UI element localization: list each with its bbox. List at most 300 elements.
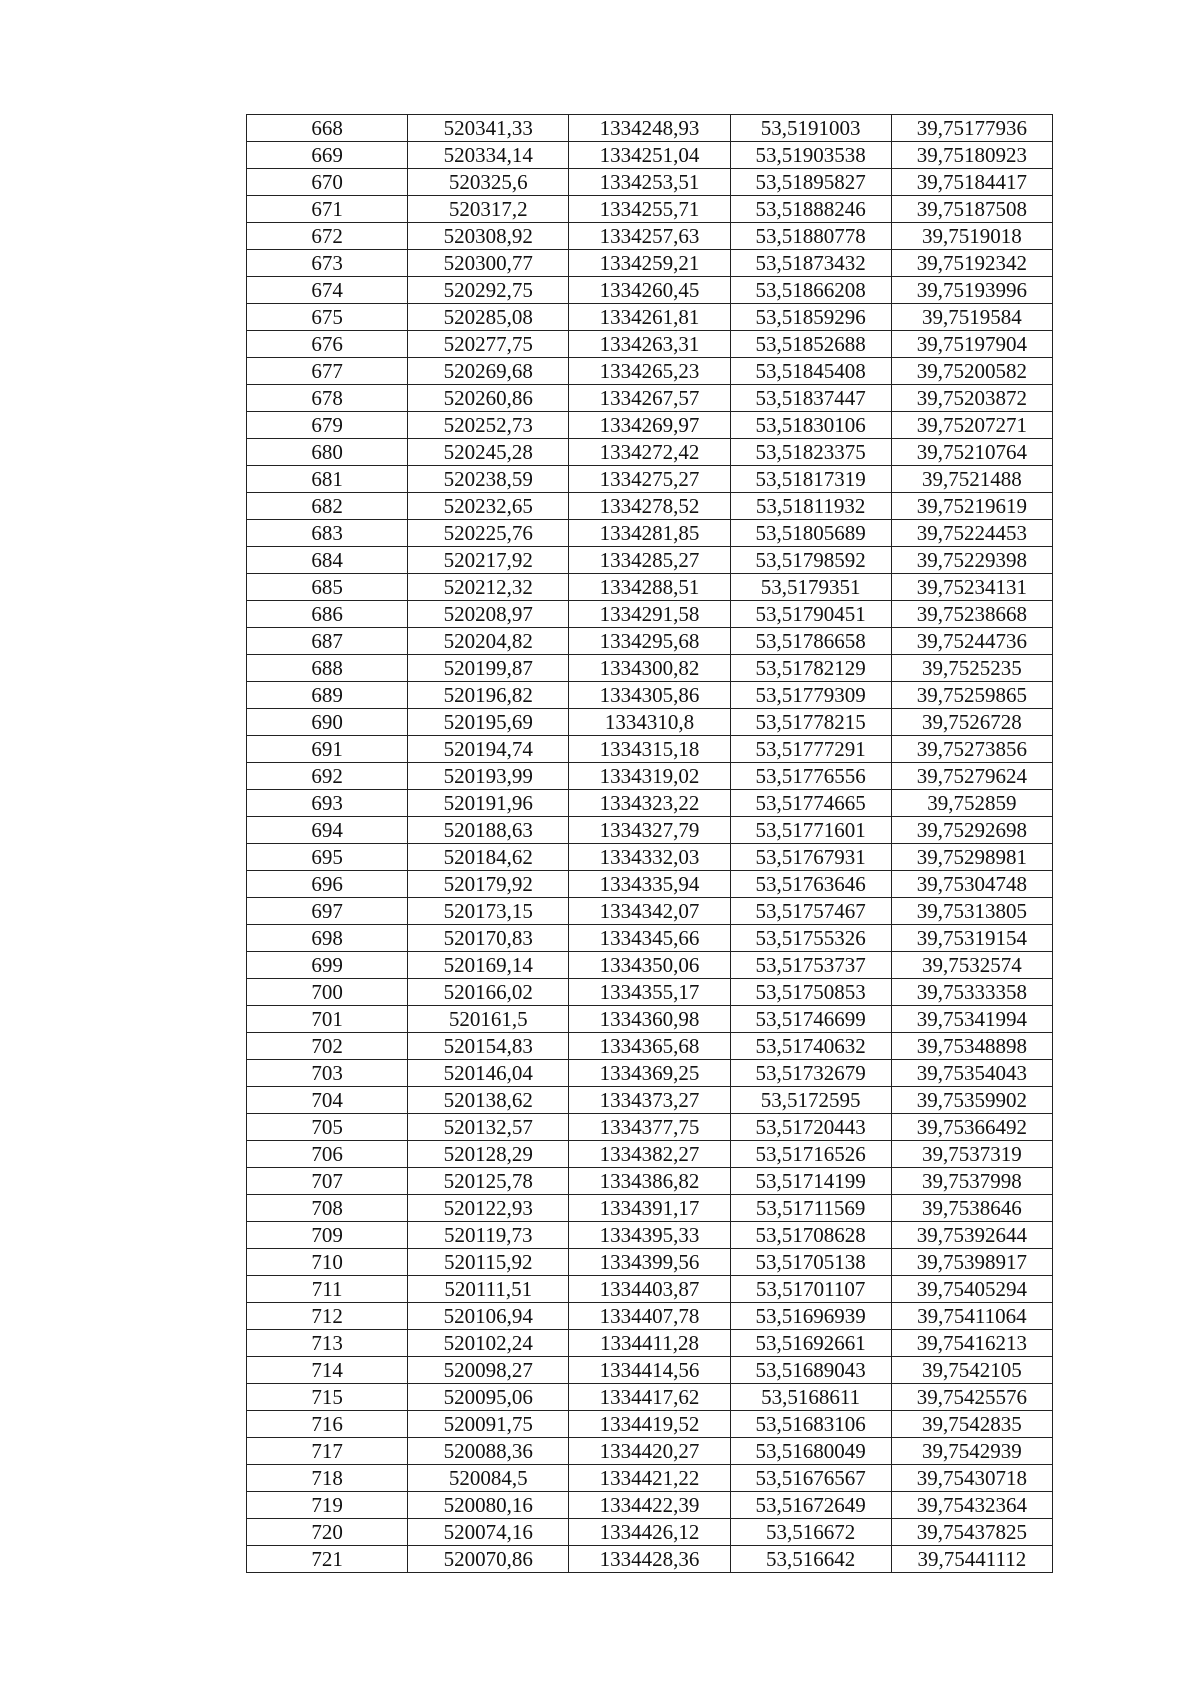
y-coordinate-cell: 1334421,22 xyxy=(569,1465,730,1492)
point-number-cell: 685 xyxy=(247,574,408,601)
longitude-cell: 39,75398917 xyxy=(891,1249,1052,1276)
latitude-cell: 53,51852688 xyxy=(730,331,891,358)
longitude-cell: 39,75224453 xyxy=(891,520,1052,547)
y-coordinate-cell: 1334350,06 xyxy=(569,952,730,979)
x-coordinate-cell: 520179,92 xyxy=(408,871,569,898)
longitude-cell: 39,75187508 xyxy=(891,196,1052,223)
y-coordinate-cell: 1334407,78 xyxy=(569,1303,730,1330)
point-number-cell: 697 xyxy=(247,898,408,925)
point-number-cell: 708 xyxy=(247,1195,408,1222)
y-coordinate-cell: 1334269,97 xyxy=(569,412,730,439)
table-row xyxy=(247,196,1053,223)
longitude-cell: 39,75184417 xyxy=(891,169,1052,196)
x-coordinate-cell: 520070,86 xyxy=(408,1546,569,1573)
latitude-cell: 53,516642 xyxy=(730,1546,891,1573)
table-row xyxy=(247,1033,1053,1060)
point-number-cell: 706 xyxy=(247,1141,408,1168)
latitude-cell: 53,51746699 xyxy=(730,1006,891,1033)
latitude-cell: 53,51711569 xyxy=(730,1195,891,1222)
longitude-cell: 39,75210764 xyxy=(891,439,1052,466)
point-number-cell: 702 xyxy=(247,1033,408,1060)
table-row xyxy=(247,493,1053,520)
x-coordinate-cell: 520208,97 xyxy=(408,601,569,628)
point-number-cell: 680 xyxy=(247,439,408,466)
y-coordinate-cell: 1334251,04 xyxy=(569,142,730,169)
latitude-cell: 53,51714199 xyxy=(730,1168,891,1195)
longitude-cell: 39,75177936 xyxy=(891,115,1052,142)
table-row xyxy=(247,1519,1053,1546)
y-coordinate-cell: 1334422,39 xyxy=(569,1492,730,1519)
point-number-cell: 713 xyxy=(247,1330,408,1357)
latitude-cell: 53,51676567 xyxy=(730,1465,891,1492)
table-row xyxy=(247,790,1053,817)
point-number-cell: 677 xyxy=(247,358,408,385)
x-coordinate-cell: 520252,73 xyxy=(408,412,569,439)
y-coordinate-cell: 1334253,51 xyxy=(569,169,730,196)
x-coordinate-cell: 520098,27 xyxy=(408,1357,569,1384)
table-row xyxy=(247,898,1053,925)
table-row xyxy=(247,1546,1053,1573)
x-coordinate-cell: 520245,28 xyxy=(408,439,569,466)
longitude-cell: 39,75359902 xyxy=(891,1087,1052,1114)
longitude-cell: 39,75292698 xyxy=(891,817,1052,844)
x-coordinate-cell: 520095,06 xyxy=(408,1384,569,1411)
point-number-cell: 676 xyxy=(247,331,408,358)
point-number-cell: 668 xyxy=(247,115,408,142)
table-row xyxy=(247,1141,1053,1168)
longitude-cell: 39,7525235 xyxy=(891,655,1052,682)
point-number-cell: 682 xyxy=(247,493,408,520)
longitude-cell: 39,75392644 xyxy=(891,1222,1052,1249)
table-row xyxy=(247,1357,1053,1384)
x-coordinate-cell: 520080,16 xyxy=(408,1492,569,1519)
x-coordinate-cell: 520300,77 xyxy=(408,250,569,277)
point-number-cell: 692 xyxy=(247,763,408,790)
table-row xyxy=(247,1438,1053,1465)
longitude-cell: 39,75273856 xyxy=(891,736,1052,763)
latitude-cell: 53,51811932 xyxy=(730,493,891,520)
latitude-cell: 53,51790451 xyxy=(730,601,891,628)
longitude-cell: 39,75425576 xyxy=(891,1384,1052,1411)
longitude-cell: 39,75180923 xyxy=(891,142,1052,169)
longitude-cell: 39,75244736 xyxy=(891,628,1052,655)
table-row xyxy=(247,1249,1053,1276)
x-coordinate-cell: 520154,83 xyxy=(408,1033,569,1060)
y-coordinate-cell: 1334257,63 xyxy=(569,223,730,250)
longitude-cell: 39,75298981 xyxy=(891,844,1052,871)
y-coordinate-cell: 1334285,27 xyxy=(569,547,730,574)
point-number-cell: 704 xyxy=(247,1087,408,1114)
y-coordinate-cell: 1334332,03 xyxy=(569,844,730,871)
latitude-cell: 53,51778215 xyxy=(730,709,891,736)
table-row xyxy=(247,223,1053,250)
latitude-cell: 53,51732679 xyxy=(730,1060,891,1087)
y-coordinate-cell: 1334323,22 xyxy=(569,790,730,817)
y-coordinate-cell: 1334267,57 xyxy=(569,385,730,412)
y-coordinate-cell: 1334305,86 xyxy=(569,682,730,709)
point-number-cell: 690 xyxy=(247,709,408,736)
x-coordinate-cell: 520308,92 xyxy=(408,223,569,250)
longitude-cell: 39,75313805 xyxy=(891,898,1052,925)
x-coordinate-cell: 520128,29 xyxy=(408,1141,569,1168)
x-coordinate-cell: 520217,92 xyxy=(408,547,569,574)
table-row xyxy=(247,979,1053,1006)
point-number-cell: 681 xyxy=(247,466,408,493)
latitude-cell: 53,51696939 xyxy=(730,1303,891,1330)
point-number-cell: 700 xyxy=(247,979,408,1006)
point-number-cell: 711 xyxy=(247,1276,408,1303)
latitude-cell: 53,51776556 xyxy=(730,763,891,790)
x-coordinate-cell: 520102,24 xyxy=(408,1330,569,1357)
latitude-cell: 53,51774665 xyxy=(730,790,891,817)
y-coordinate-cell: 1334411,28 xyxy=(569,1330,730,1357)
x-coordinate-cell: 520204,82 xyxy=(408,628,569,655)
latitude-cell: 53,51753737 xyxy=(730,952,891,979)
x-coordinate-cell: 520232,65 xyxy=(408,493,569,520)
table-row xyxy=(247,682,1053,709)
table-row xyxy=(247,601,1053,628)
latitude-cell: 53,51708628 xyxy=(730,1222,891,1249)
table-row xyxy=(247,439,1053,466)
coordinates-table xyxy=(246,114,1053,1573)
latitude-cell: 53,51786658 xyxy=(730,628,891,655)
x-coordinate-cell: 520146,04 xyxy=(408,1060,569,1087)
latitude-cell: 53,51782129 xyxy=(730,655,891,682)
x-coordinate-cell: 520138,62 xyxy=(408,1087,569,1114)
longitude-cell: 39,75234131 xyxy=(891,574,1052,601)
point-number-cell: 695 xyxy=(247,844,408,871)
longitude-cell: 39,75416213 xyxy=(891,1330,1052,1357)
y-coordinate-cell: 1334391,17 xyxy=(569,1195,730,1222)
longitude-cell: 39,75333358 xyxy=(891,979,1052,1006)
x-coordinate-cell: 520132,57 xyxy=(408,1114,569,1141)
latitude-cell: 53,51837447 xyxy=(730,385,891,412)
y-coordinate-cell: 1334275,27 xyxy=(569,466,730,493)
table-row xyxy=(247,628,1053,655)
x-coordinate-cell: 520195,69 xyxy=(408,709,569,736)
longitude-cell: 39,7519584 xyxy=(891,304,1052,331)
x-coordinate-cell: 520325,6 xyxy=(408,169,569,196)
longitude-cell: 39,75319154 xyxy=(891,925,1052,952)
x-coordinate-cell: 520269,68 xyxy=(408,358,569,385)
x-coordinate-cell: 520317,2 xyxy=(408,196,569,223)
latitude-cell: 53,51859296 xyxy=(730,304,891,331)
longitude-cell: 39,75405294 xyxy=(891,1276,1052,1303)
longitude-cell: 39,7537319 xyxy=(891,1141,1052,1168)
x-coordinate-cell: 520193,99 xyxy=(408,763,569,790)
y-coordinate-cell: 1334373,27 xyxy=(569,1087,730,1114)
x-coordinate-cell: 520122,93 xyxy=(408,1195,569,1222)
point-number-cell: 693 xyxy=(247,790,408,817)
x-coordinate-cell: 520111,51 xyxy=(408,1276,569,1303)
table-row xyxy=(247,115,1053,142)
y-coordinate-cell: 1334428,36 xyxy=(569,1546,730,1573)
y-coordinate-cell: 1334417,62 xyxy=(569,1384,730,1411)
latitude-cell: 53,5179351 xyxy=(730,574,891,601)
latitude-cell: 53,51845408 xyxy=(730,358,891,385)
longitude-cell: 39,75193996 xyxy=(891,277,1052,304)
latitude-cell: 53,51672649 xyxy=(730,1492,891,1519)
x-coordinate-cell: 520238,59 xyxy=(408,466,569,493)
y-coordinate-cell: 1334395,33 xyxy=(569,1222,730,1249)
longitude-cell: 39,75197904 xyxy=(891,331,1052,358)
table-row xyxy=(247,169,1053,196)
table-row xyxy=(247,736,1053,763)
y-coordinate-cell: 1334414,56 xyxy=(569,1357,730,1384)
longitude-cell: 39,7532574 xyxy=(891,952,1052,979)
longitude-cell: 39,7538646 xyxy=(891,1195,1052,1222)
longitude-cell: 39,75432364 xyxy=(891,1492,1052,1519)
point-number-cell: 689 xyxy=(247,682,408,709)
latitude-cell: 53,51903538 xyxy=(730,142,891,169)
x-coordinate-cell: 520125,78 xyxy=(408,1168,569,1195)
latitude-cell: 53,51689043 xyxy=(730,1357,891,1384)
y-coordinate-cell: 1334382,27 xyxy=(569,1141,730,1168)
latitude-cell: 53,51888246 xyxy=(730,196,891,223)
latitude-cell: 53,51805689 xyxy=(730,520,891,547)
x-coordinate-cell: 520212,32 xyxy=(408,574,569,601)
table-row xyxy=(247,1087,1053,1114)
longitude-cell: 39,75219619 xyxy=(891,493,1052,520)
latitude-cell: 53,51705138 xyxy=(730,1249,891,1276)
point-number-cell: 687 xyxy=(247,628,408,655)
point-number-cell: 688 xyxy=(247,655,408,682)
x-coordinate-cell: 520225,76 xyxy=(408,520,569,547)
point-number-cell: 678 xyxy=(247,385,408,412)
table-row xyxy=(247,331,1053,358)
x-coordinate-cell: 520194,74 xyxy=(408,736,569,763)
y-coordinate-cell: 1334360,98 xyxy=(569,1006,730,1033)
longitude-cell: 39,75441112 xyxy=(891,1546,1052,1573)
latitude-cell: 53,5191003 xyxy=(730,115,891,142)
y-coordinate-cell: 1334259,21 xyxy=(569,250,730,277)
y-coordinate-cell: 1334386,82 xyxy=(569,1168,730,1195)
point-number-cell: 686 xyxy=(247,601,408,628)
latitude-cell: 53,516672 xyxy=(730,1519,891,1546)
longitude-cell: 39,75437825 xyxy=(891,1519,1052,1546)
x-coordinate-cell: 520119,73 xyxy=(408,1222,569,1249)
table-row xyxy=(247,385,1053,412)
longitude-cell: 39,75229398 xyxy=(891,547,1052,574)
y-coordinate-cell: 1334288,51 xyxy=(569,574,730,601)
latitude-cell: 53,51817319 xyxy=(730,466,891,493)
x-coordinate-cell: 520084,5 xyxy=(408,1465,569,1492)
longitude-cell: 39,752859 xyxy=(891,790,1052,817)
point-number-cell: 701 xyxy=(247,1006,408,1033)
latitude-cell: 53,51771601 xyxy=(730,817,891,844)
point-number-cell: 705 xyxy=(247,1114,408,1141)
table-row xyxy=(247,142,1053,169)
x-coordinate-cell: 520166,02 xyxy=(408,979,569,1006)
y-coordinate-cell: 1334260,45 xyxy=(569,277,730,304)
y-coordinate-cell: 1334377,75 xyxy=(569,1114,730,1141)
latitude-cell: 53,51757467 xyxy=(730,898,891,925)
x-coordinate-cell: 520188,63 xyxy=(408,817,569,844)
point-number-cell: 710 xyxy=(247,1249,408,1276)
table-row xyxy=(247,520,1053,547)
point-number-cell: 698 xyxy=(247,925,408,952)
y-coordinate-cell: 1334265,23 xyxy=(569,358,730,385)
table-row xyxy=(247,1411,1053,1438)
y-coordinate-cell: 1334426,12 xyxy=(569,1519,730,1546)
longitude-cell: 39,75200582 xyxy=(891,358,1052,385)
longitude-cell: 39,75341994 xyxy=(891,1006,1052,1033)
x-coordinate-cell: 520191,96 xyxy=(408,790,569,817)
longitude-cell: 39,75238668 xyxy=(891,601,1052,628)
y-coordinate-cell: 1334342,07 xyxy=(569,898,730,925)
longitude-cell: 39,7521488 xyxy=(891,466,1052,493)
y-coordinate-cell: 1334310,8 xyxy=(569,709,730,736)
y-coordinate-cell: 1334248,93 xyxy=(569,115,730,142)
x-coordinate-cell: 520161,5 xyxy=(408,1006,569,1033)
longitude-cell: 39,7537998 xyxy=(891,1168,1052,1195)
latitude-cell: 53,51767931 xyxy=(730,844,891,871)
table-row xyxy=(247,952,1053,979)
x-coordinate-cell: 520341,33 xyxy=(408,115,569,142)
y-coordinate-cell: 1334278,52 xyxy=(569,493,730,520)
longitude-cell: 39,7519018 xyxy=(891,223,1052,250)
point-number-cell: 694 xyxy=(247,817,408,844)
longitude-cell: 39,7542105 xyxy=(891,1357,1052,1384)
table-row xyxy=(247,1330,1053,1357)
point-number-cell: 696 xyxy=(247,871,408,898)
y-coordinate-cell: 1334335,94 xyxy=(569,871,730,898)
x-coordinate-cell: 520169,14 xyxy=(408,952,569,979)
table-row xyxy=(247,304,1053,331)
y-coordinate-cell: 1334419,52 xyxy=(569,1411,730,1438)
longitude-cell: 39,75354043 xyxy=(891,1060,1052,1087)
table-row xyxy=(247,1276,1053,1303)
latitude-cell: 53,51716526 xyxy=(730,1141,891,1168)
table-row xyxy=(247,763,1053,790)
x-coordinate-cell: 520106,94 xyxy=(408,1303,569,1330)
table-row xyxy=(247,1168,1053,1195)
point-number-cell: 699 xyxy=(247,952,408,979)
table-row xyxy=(247,844,1053,871)
point-number-cell: 679 xyxy=(247,412,408,439)
latitude-cell: 53,51701107 xyxy=(730,1276,891,1303)
longitude-cell: 39,7542939 xyxy=(891,1438,1052,1465)
table-row xyxy=(247,1492,1053,1519)
point-number-cell: 669 xyxy=(247,142,408,169)
point-number-cell: 712 xyxy=(247,1303,408,1330)
latitude-cell: 53,51779309 xyxy=(730,682,891,709)
table-row xyxy=(247,412,1053,439)
latitude-cell: 53,51880778 xyxy=(730,223,891,250)
table-row xyxy=(247,1303,1053,1330)
point-number-cell: 715 xyxy=(247,1384,408,1411)
y-coordinate-cell: 1334345,66 xyxy=(569,925,730,952)
longitude-cell: 39,75366492 xyxy=(891,1114,1052,1141)
longitude-cell: 39,7542835 xyxy=(891,1411,1052,1438)
table-row xyxy=(247,466,1053,493)
y-coordinate-cell: 1334355,17 xyxy=(569,979,730,1006)
point-number-cell: 674 xyxy=(247,277,408,304)
y-coordinate-cell: 1334403,87 xyxy=(569,1276,730,1303)
table-row xyxy=(247,277,1053,304)
y-coordinate-cell: 1334365,68 xyxy=(569,1033,730,1060)
x-coordinate-cell: 520091,75 xyxy=(408,1411,569,1438)
table-row xyxy=(247,574,1053,601)
point-number-cell: 673 xyxy=(247,250,408,277)
x-coordinate-cell: 520196,82 xyxy=(408,682,569,709)
y-coordinate-cell: 1334281,85 xyxy=(569,520,730,547)
point-number-cell: 720 xyxy=(247,1519,408,1546)
table-row xyxy=(247,925,1053,952)
y-coordinate-cell: 1334327,79 xyxy=(569,817,730,844)
latitude-cell: 53,51873432 xyxy=(730,250,891,277)
y-coordinate-cell: 1334319,02 xyxy=(569,763,730,790)
table-row xyxy=(247,1114,1053,1141)
point-number-cell: 672 xyxy=(247,223,408,250)
y-coordinate-cell: 1334399,56 xyxy=(569,1249,730,1276)
y-coordinate-cell: 1334369,25 xyxy=(569,1060,730,1087)
x-coordinate-cell: 520170,83 xyxy=(408,925,569,952)
point-number-cell: 670 xyxy=(247,169,408,196)
table-row xyxy=(247,250,1053,277)
x-coordinate-cell: 520292,75 xyxy=(408,277,569,304)
x-coordinate-cell: 520074,16 xyxy=(408,1519,569,1546)
latitude-cell: 53,51763646 xyxy=(730,871,891,898)
latitude-cell: 53,51740632 xyxy=(730,1033,891,1060)
longitude-cell: 39,75192342 xyxy=(891,250,1052,277)
point-number-cell: 707 xyxy=(247,1168,408,1195)
longitude-cell: 39,75203872 xyxy=(891,385,1052,412)
x-coordinate-cell: 520088,36 xyxy=(408,1438,569,1465)
table-row xyxy=(247,709,1053,736)
latitude-cell: 53,51750853 xyxy=(730,979,891,1006)
x-coordinate-cell: 520334,14 xyxy=(408,142,569,169)
table-row xyxy=(247,1222,1053,1249)
y-coordinate-cell: 1334291,58 xyxy=(569,601,730,628)
latitude-cell: 53,51777291 xyxy=(730,736,891,763)
latitude-cell: 53,5172595 xyxy=(730,1087,891,1114)
table-row xyxy=(247,1384,1053,1411)
latitude-cell: 53,51755326 xyxy=(730,925,891,952)
y-coordinate-cell: 1334255,71 xyxy=(569,196,730,223)
table-row xyxy=(247,1006,1053,1033)
x-coordinate-cell: 520199,87 xyxy=(408,655,569,682)
y-coordinate-cell: 1334295,68 xyxy=(569,628,730,655)
longitude-cell: 39,75304748 xyxy=(891,871,1052,898)
y-coordinate-cell: 1334263,31 xyxy=(569,331,730,358)
x-coordinate-cell: 520285,08 xyxy=(408,304,569,331)
y-coordinate-cell: 1334420,27 xyxy=(569,1438,730,1465)
y-coordinate-cell: 1334300,82 xyxy=(569,655,730,682)
x-coordinate-cell: 520173,15 xyxy=(408,898,569,925)
latitude-cell: 53,51692661 xyxy=(730,1330,891,1357)
point-number-cell: 671 xyxy=(247,196,408,223)
latitude-cell: 53,51680049 xyxy=(730,1438,891,1465)
table-row xyxy=(247,1060,1053,1087)
table-row xyxy=(247,547,1053,574)
point-number-cell: 709 xyxy=(247,1222,408,1249)
latitude-cell: 53,51683106 xyxy=(730,1411,891,1438)
x-coordinate-cell: 520277,75 xyxy=(408,331,569,358)
point-number-cell: 714 xyxy=(247,1357,408,1384)
point-number-cell: 691 xyxy=(247,736,408,763)
y-coordinate-cell: 1334315,18 xyxy=(569,736,730,763)
longitude-cell: 39,75411064 xyxy=(891,1303,1052,1330)
longitude-cell: 39,75430718 xyxy=(891,1465,1052,1492)
point-number-cell: 684 xyxy=(247,547,408,574)
table-row xyxy=(247,1195,1053,1222)
table-row xyxy=(247,871,1053,898)
coordinates-table-body xyxy=(247,115,1053,1573)
point-number-cell: 703 xyxy=(247,1060,408,1087)
latitude-cell: 53,51720443 xyxy=(730,1114,891,1141)
latitude-cell: 53,51895827 xyxy=(730,169,891,196)
